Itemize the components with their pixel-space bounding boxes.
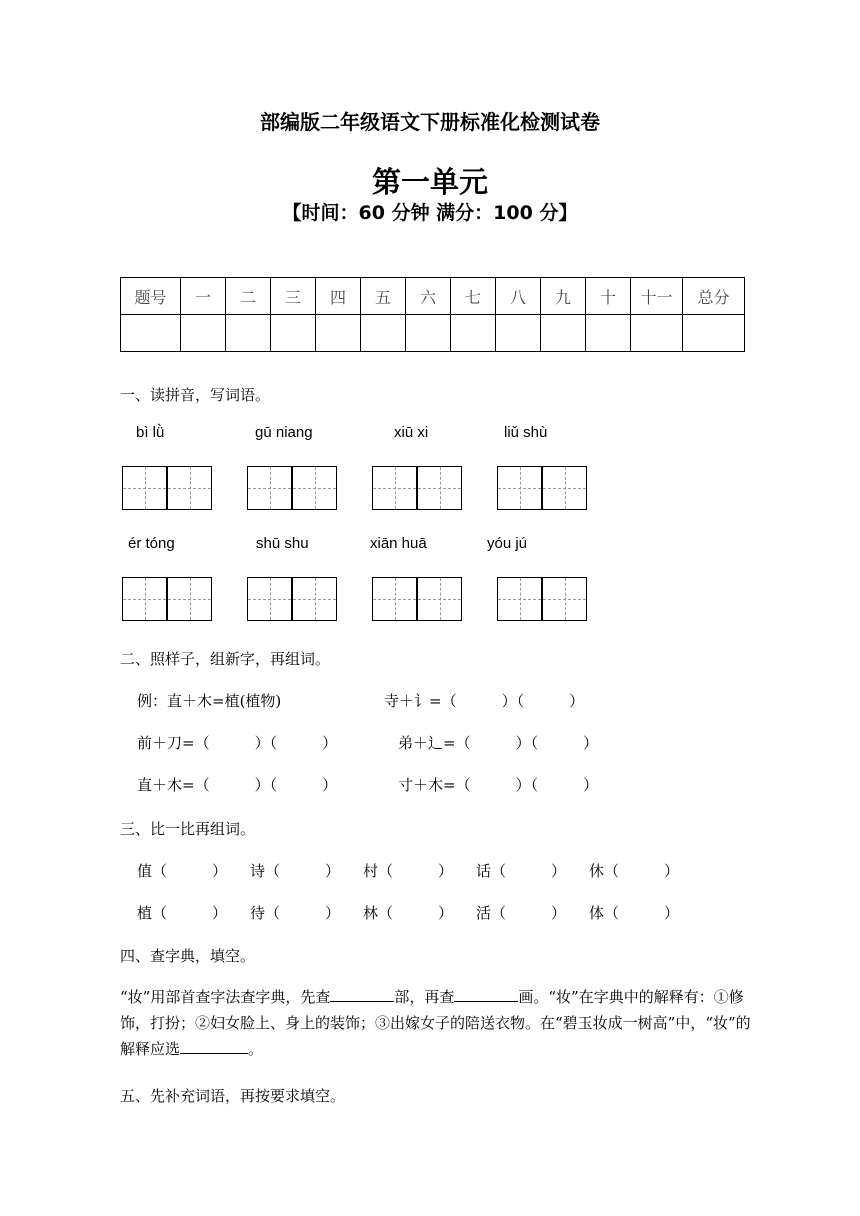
q3-title: 三、比一比再组词。 bbox=[120, 820, 256, 838]
q4-text: 部，再查 bbox=[394, 988, 455, 1006]
score-header-cell: 一 bbox=[181, 278, 226, 315]
q3-item[interactable]: 村（ ） bbox=[363, 862, 454, 880]
answer-blank[interactable] bbox=[330, 987, 394, 1002]
writing-grid[interactable] bbox=[122, 577, 212, 621]
q4-text: 画。“妆”在字典中的解释有：①修饰，打扮；②妇女脸上、身上的装饰；③出嫁女子的陪送衣物。在“碧玉妆成一树高”中，“妆”的解释应选 bbox=[120, 988, 751, 1058]
q4-paragraph bbox=[120, 984, 760, 1062]
score-cell bbox=[271, 315, 316, 352]
q3-item[interactable]: 诗（ ） bbox=[250, 862, 341, 880]
pinyin-label: gū niang bbox=[255, 424, 313, 441]
writing-grid[interactable] bbox=[247, 577, 337, 621]
q3-item[interactable]: 休（ ） bbox=[589, 862, 680, 880]
pinyin-label: liǔ shù bbox=[504, 424, 548, 441]
pinyin-label: bì lǜ bbox=[136, 424, 165, 441]
answer-blank[interactable] bbox=[454, 987, 518, 1002]
q3-item[interactable]: 体（ ） bbox=[589, 904, 680, 922]
writing-grid[interactable] bbox=[372, 466, 462, 510]
q2-item[interactable]: 寺＋讠=（ ）（ ） bbox=[384, 692, 585, 710]
q2-item[interactable]: 前＋刀=（ ）（ ） bbox=[137, 734, 338, 752]
pinyin-label: xiū xi bbox=[394, 424, 429, 441]
score-cell bbox=[683, 315, 745, 352]
score-cell bbox=[541, 315, 586, 352]
pinyin-label: ér tóng bbox=[128, 535, 175, 552]
score-header-cell: 八 bbox=[496, 278, 541, 315]
q3-item[interactable]: 植（ ） bbox=[137, 904, 228, 922]
q4-text: “妆”用部首查字法查字典，先查 bbox=[120, 988, 331, 1006]
q3-item[interactable]: 活（ ） bbox=[476, 904, 567, 922]
exam-info: 【时间：60 分钟 满分：100 分】 bbox=[282, 202, 578, 224]
score-cell bbox=[316, 315, 361, 352]
score-cell bbox=[496, 315, 541, 352]
score-header-cell: 三 bbox=[271, 278, 316, 315]
q2-item[interactable]: 直＋木=（ ）（ ） bbox=[137, 776, 338, 794]
score-header-cell: 十一 bbox=[631, 278, 683, 315]
q2-item[interactable]: 弟＋辶=（ ）（ ） bbox=[398, 734, 599, 752]
score-cell bbox=[361, 315, 406, 352]
q3-item[interactable]: 待（ ） bbox=[250, 904, 341, 922]
exam-title: 部编版二年级语文下册标准化检测试卷 bbox=[260, 110, 600, 134]
writing-grid[interactable] bbox=[122, 466, 212, 510]
q3-item[interactable]: 林（ ） bbox=[363, 904, 454, 922]
score-cell bbox=[121, 315, 181, 352]
score-header-cell: 总分 bbox=[683, 278, 745, 315]
q4-text: 。 bbox=[248, 1040, 264, 1058]
q1-title: 一、读拼音，写词语。 bbox=[120, 386, 271, 404]
writing-grid[interactable] bbox=[372, 577, 462, 621]
writing-grid[interactable] bbox=[497, 466, 587, 510]
q5-title: 五、先补充词语，再按要求填空。 bbox=[120, 1087, 346, 1105]
q3-item[interactable]: 值（ ） bbox=[137, 862, 228, 880]
score-header-cell: 十 bbox=[586, 278, 631, 315]
score-header-cell: 六 bbox=[406, 278, 451, 315]
pinyin-label: shū shu bbox=[256, 535, 309, 552]
q2-title: 二、照样子，组新字，再组词。 bbox=[120, 650, 331, 668]
unit-title: 第一单元 bbox=[371, 165, 488, 199]
score-cell bbox=[451, 315, 496, 352]
score-header-cell: 题号 bbox=[121, 278, 181, 315]
score-header-cell: 四 bbox=[316, 278, 361, 315]
pinyin-label: yóu jú bbox=[487, 535, 528, 552]
score-cell bbox=[226, 315, 271, 352]
score-table bbox=[120, 277, 745, 352]
q3-item[interactable]: 话（ ） bbox=[476, 862, 567, 880]
score-cell bbox=[586, 315, 631, 352]
q2-item[interactable]: 寸＋木=（ ）（ ） bbox=[398, 776, 599, 794]
writing-grid[interactable] bbox=[247, 466, 337, 510]
answer-blank[interactable] bbox=[180, 1039, 248, 1054]
pinyin-label: xiān huā bbox=[370, 535, 427, 552]
score-header-cell: 五 bbox=[361, 278, 406, 315]
q4-title: 四、查字典，填空。 bbox=[120, 947, 256, 965]
writing-grid[interactable] bbox=[497, 577, 587, 621]
score-header-cell: 九 bbox=[541, 278, 586, 315]
score-table-blank-row bbox=[121, 315, 745, 352]
score-table-header-row bbox=[121, 278, 745, 315]
score-cell bbox=[631, 315, 683, 352]
score-header-cell: 七 bbox=[451, 278, 496, 315]
score-cell bbox=[406, 315, 451, 352]
q2-example: 例：直＋木=植(植物) bbox=[137, 692, 282, 710]
score-cell bbox=[181, 315, 226, 352]
score-header-cell: 二 bbox=[226, 278, 271, 315]
